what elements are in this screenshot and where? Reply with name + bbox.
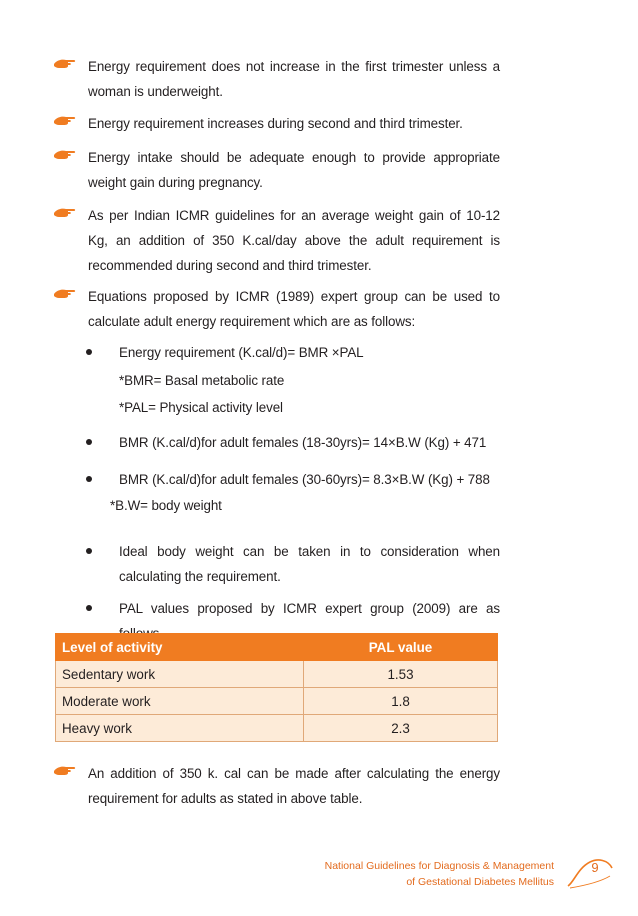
bullet-text: Energy intake should be adequate enough to provide appropriate weight gain during pregnancy. bbox=[88, 150, 500, 190]
page-footer bbox=[325, 858, 554, 890]
sub-bullet-text: BMR (K.cal/d)for adult females (30-60yrs)= 8.3×B.W (Kg) + 788 bbox=[119, 472, 490, 487]
sub-bullet-text: Energy requirement (K.cal/d)= BMR ×PAL bbox=[119, 345, 364, 360]
table-row bbox=[56, 688, 498, 715]
pal-value-cell: 1.53 bbox=[304, 661, 498, 688]
sub-bullet-item bbox=[86, 539, 500, 589]
bullet-item bbox=[54, 761, 500, 811]
bullet-item bbox=[54, 54, 500, 104]
bullet-item bbox=[54, 284, 500, 334]
table-header-row bbox=[56, 634, 498, 661]
pointing-hand-icon bbox=[54, 206, 76, 218]
activity-cell: Moderate work bbox=[56, 688, 304, 715]
bullet-text: Equations proposed by ICMR (1989) expert group can be used to calculate adult energy requirement which are as follows: bbox=[88, 289, 500, 329]
sub-bullet-text: BMR (K.cal/d)for adult females (18-30yrs)= 14×B.W (Kg) + 471 bbox=[119, 435, 487, 450]
pointing-hand-icon bbox=[54, 764, 76, 776]
column-header-activity: Level of activity bbox=[56, 634, 304, 661]
sub-bullet-item bbox=[86, 340, 500, 365]
bullet-text: As per Indian ICMR guidelines for an average weight gain of 10-12 Kg, an addition of 350 K.cal/day above the adult requirement is recommended during second and third trimester. bbox=[88, 208, 500, 273]
pal-table bbox=[55, 633, 498, 742]
activity-cell: Sedentary work bbox=[56, 661, 304, 688]
table-row bbox=[56, 715, 498, 742]
column-header-pal: PAL value bbox=[304, 634, 498, 661]
bullet-item bbox=[54, 203, 500, 278]
table-row bbox=[56, 661, 498, 688]
pointing-hand-icon bbox=[54, 287, 76, 299]
pal-value-cell: 2.3 bbox=[304, 715, 498, 742]
activity-cell: Heavy work bbox=[56, 715, 304, 742]
bullet-item bbox=[54, 111, 500, 136]
note-bmr: *BMR= Basal metabolic rate bbox=[119, 373, 285, 388]
note-pal: *PAL= Physical activity level bbox=[119, 400, 283, 415]
pointing-hand-icon bbox=[54, 114, 76, 126]
filled-circle-icon bbox=[86, 349, 92, 355]
filled-circle-icon bbox=[86, 605, 92, 611]
pointing-hand-icon bbox=[54, 148, 76, 160]
bullet-text: Energy requirement increases during second and third trimester. bbox=[88, 116, 463, 131]
bullet-text: An addition of 350 k. cal can be made after calculating the energy requirement for adults as stated in above table. bbox=[88, 766, 500, 806]
note-body-weight: *B.W= body weight bbox=[110, 498, 222, 513]
pointing-hand-icon bbox=[54, 57, 76, 69]
filled-circle-icon bbox=[86, 476, 92, 482]
sub-bullet-text: PAL values proposed by ICMR expert group (2009) are as bbox=[119, 601, 500, 616]
sub-bullet-item bbox=[86, 467, 500, 492]
pal-value-cell: 1.8 bbox=[304, 688, 498, 715]
sub-bullet-text: Ideal body weight can be taken in to consideration when calculating the requirement. bbox=[119, 544, 500, 584]
filled-circle-icon bbox=[86, 439, 92, 445]
bullet-text: Energy requirement does not increase in the first trimester unless a woman is underweight. bbox=[88, 59, 500, 99]
filled-circle-icon bbox=[86, 548, 92, 554]
sub-bullet-item bbox=[86, 430, 500, 455]
footer-line-2: of Gestational Diabetes Mellitus bbox=[406, 876, 554, 888]
bullet-item bbox=[54, 145, 500, 195]
footer-line-1: National Guidelines for Diagnosis & Management bbox=[324, 860, 554, 872]
page-number: 9 bbox=[591, 860, 599, 875]
